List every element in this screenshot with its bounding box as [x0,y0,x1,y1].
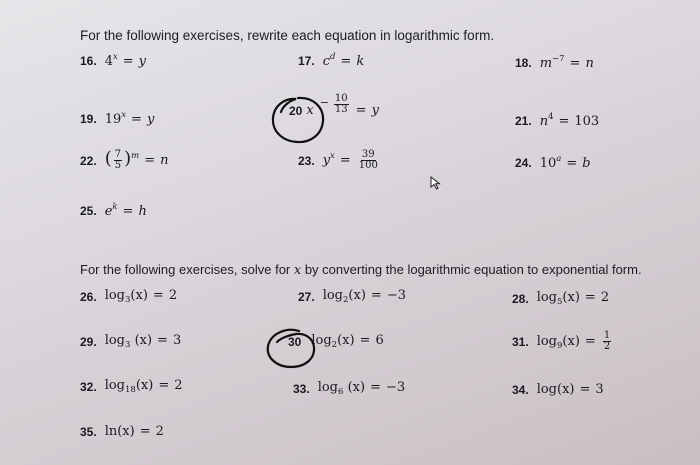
handdrawn-circle-20 [268,94,328,146]
exercise-number: 25. [80,203,97,218]
exercise-number: 16. [80,53,97,68]
exercise-32: 32. $\log_{18}(x) = 2$ [80,378,183,395]
exercise-19: 19. $19^x = y$ [80,110,155,127]
circle-stroke [273,98,323,142]
exercise-22: 22. ( $\frac{7}{5}$ )$^m$ = n [80,148,169,171]
exercise-number: 22. [80,153,97,168]
exercise-33: 33. $\log_6 (x) = -3$ [293,380,406,397]
exercise-number: 30 [288,334,302,349]
exercise-17: 17. $c^d = k$ [298,52,365,69]
section1-instructions: For the following exercises, rewrite each equation in logarithmic form. [80,28,495,43]
exercise-number: 29. [80,334,97,349]
exercise-number: 21. [515,113,532,128]
exercise-number: 33. [293,381,310,396]
exercise-34: 34. log(x) = 3 [512,382,604,397]
exercise-20: 20 x− $\frac{10}{13}$ = y [289,93,379,118]
exercise-29: 29. $\log_3 (x) = 3$ [80,333,182,350]
exercise-number: 28. [512,291,529,306]
exercise-18: 18. $m^{-7} = n$ [515,54,594,71]
exercise-16: 16. $4^x = y$ [80,52,147,69]
exercise-24: 24. $10^a = b$ [515,154,591,171]
circle-stroke [268,330,314,367]
exercise-27: 27. $\log_2(x) = -3$ [298,288,406,305]
exercise-31: 31. $\log_9(x)$ = $\frac{1}{2}$ [512,330,611,352]
exercise-25: 25. $e^k = h$ [80,202,147,219]
exercise-number: 26. [80,289,97,304]
exercise-number: 23. [298,153,315,168]
exercise-35: 35. ln(x) = 2 [80,424,164,439]
exercise-number: 35. [80,424,97,439]
exercise-number: 20 [289,103,303,118]
exercise-26: 26. $\log_3(x) = 2$ [80,288,178,305]
exercise-30: 30 $\log_2(x) = 6$ [288,333,384,350]
exercise-number: 17. [298,53,315,68]
exercise-number: 32. [80,379,97,394]
exercise-21: 21. $n^4 = 103$ [515,112,600,129]
exercise-number: 19. [80,111,97,126]
handdrawn-circle-30 [263,325,321,371]
section2-instructions: For the following exercises, solve for x by converting the logarithmic equation to exponential form. [80,262,642,278]
arrow-cursor-icon [430,176,442,190]
exercise-number: 34. [512,382,529,397]
exercise-number: 31. [512,334,529,349]
exercise-number: 24. [515,155,532,170]
exercise-23: 23. $y^x$ = $\frac{39}{100}$ [298,149,378,171]
exercise-number: 27. [298,289,315,304]
exercise-28: 28. $\log_5(x) = 2$ [512,290,610,307]
exercise-number: 18. [515,55,532,70]
